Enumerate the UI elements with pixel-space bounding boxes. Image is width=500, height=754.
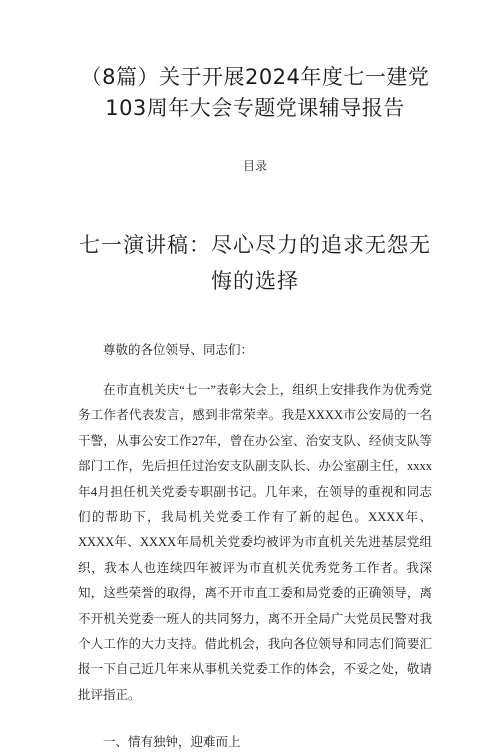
table-of-contents-label: 目录 xyxy=(242,159,267,173)
body-paragraph: 在市直机关庆“七一”表彰大会上，组织上安排我作为优秀党务工作者代表发言，感到非常荣幸。我是XXXX市公安局的一名干警，从事公安工作27年，曾在办公室、治安支队、经侦支队等部门工作，先后担任过治安支队副支队长、办公室副主任，xxxx年4月担任机关党委专职副书记。几年来，在领导的重视和同志们的帮助下，我局机关党委工作有了新的起色。XXXX年、XXXX年、XXXX年局机关党委均被评为市直机关先进基层党组织，我本人也连续四年被评为市直机关优秀党务工作者。我深知，这些荣誉的取得，离不开市直工委和局党委的正确领导，离不开机关党委一班人的共同努力，离不开全局广大党员民警对我个人工作的大力支持。借此机会，我向各位领导和同志们简要汇报一下自己近几年来从事机关党委工作的体会，不妥之处，敬请批评指正。 xyxy=(78,383,432,702)
document-title: （8篇）关于开展2024年度七一建党103周年大会专题党课辅导报告 xyxy=(80,65,430,120)
greeting: 尊敬的各位领导、同志们： xyxy=(103,343,254,357)
section-heading: 一、情有独钟，迎难而上 xyxy=(103,735,241,750)
speech-title: 七一演讲稿：尽心尽力的追求无怨无悔的选择 xyxy=(79,233,431,293)
